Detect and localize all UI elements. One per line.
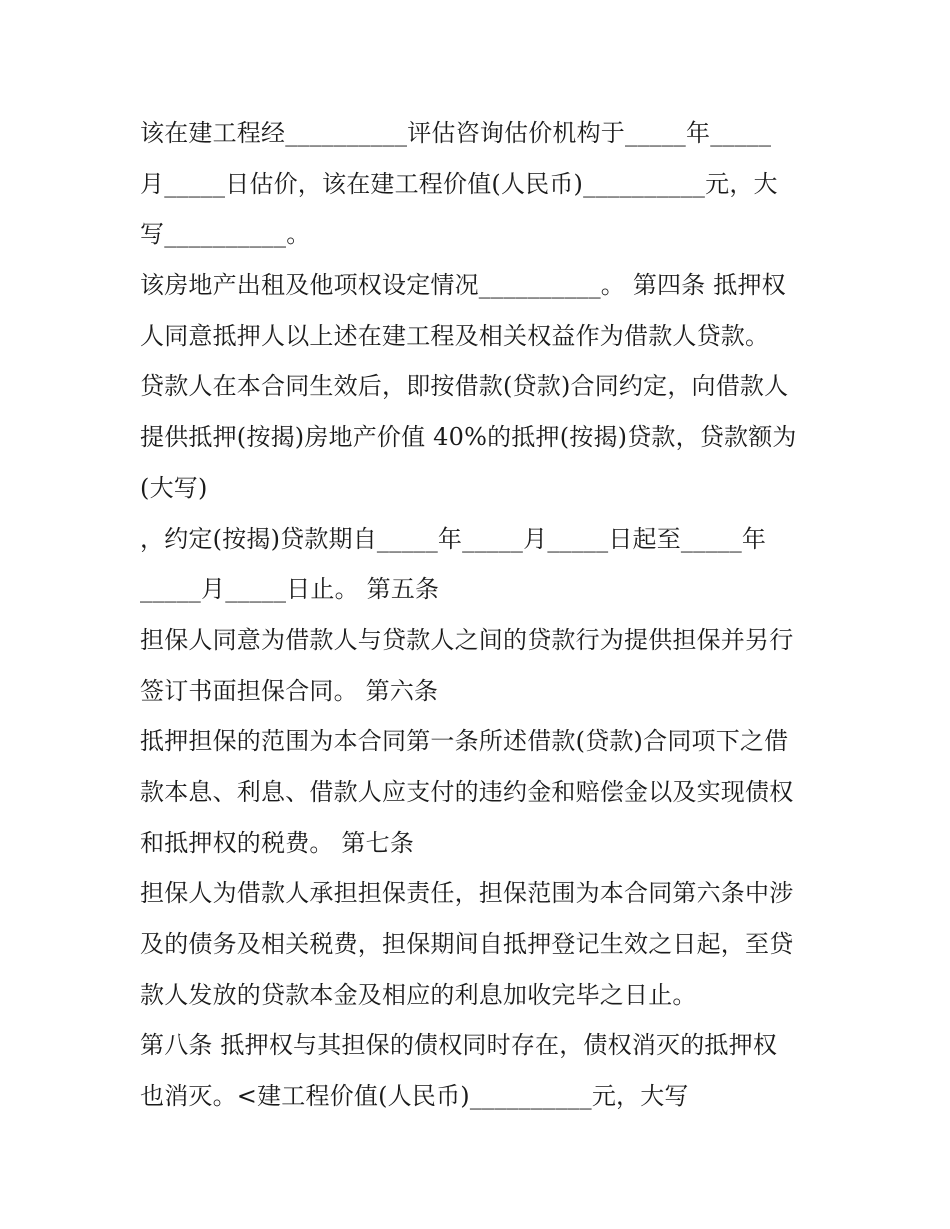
text-line: 贷款人在本合同生效后，即按借款(贷款)合同约定，向借款人 (140, 372, 789, 401)
text-line: 月_____日估价，该在建工程价值(人民币)__________元，大 (140, 169, 778, 198)
text-line: 第八条 抵押权与其担保的债权同时存在，债权消灭的抵押权 (140, 1031, 778, 1060)
text-line: 抵押担保的范围为本合同第一条所述借款(贷款)合同项下之借 (140, 727, 789, 756)
text-line: 和抵押权的税费。 第七条 (140, 828, 415, 857)
text-line: 提供抵押(按揭)房地产价值 40%的抵押(按揭)贷款，贷款额为 (140, 423, 797, 452)
text-line: 及的债务及相关税费，担保期间自抵押登记生效之日起，至贷 (140, 930, 794, 958)
text-line: ，约定(按揭)贷款期自_____年_____月_____日起至_____年 (140, 524, 767, 553)
text-line: 款人发放的贷款本金及相应的利息加收完毕之日止。 (140, 980, 697, 1009)
text-line: 担保人为借款人承担担保责任，担保范围为本合同第六条中涉 (140, 879, 794, 908)
text-line: 款本息、利息、借款人应支付的违约金和赔偿金以及实现债权 (140, 777, 794, 806)
text-line: 写__________。 (140, 220, 311, 249)
text-line: (大写) (140, 473, 208, 502)
text-line: _____月_____日止。 第五条 (140, 575, 440, 604)
text-line: 该在建工程经__________评估咨询估价机构于_____年_____ (140, 119, 772, 147)
text-line: 该房地产出租及他项权设定情况__________。 第四条 抵押权 (140, 271, 786, 300)
text-line: 也消灭。<建工程价值(人民币)__________元，大写 (140, 1082, 689, 1111)
document-body (140, 108, 840, 1122)
text-line: 签订书面担保合同。 第六条 (140, 676, 439, 705)
text-line: 担保人同意为借款人与贷款人之间的贷款行为提供担保并另行 (140, 625, 794, 654)
text-line: 人同意抵押人以上述在建工程及相关权益作为借款人贷款。 (140, 321, 770, 350)
